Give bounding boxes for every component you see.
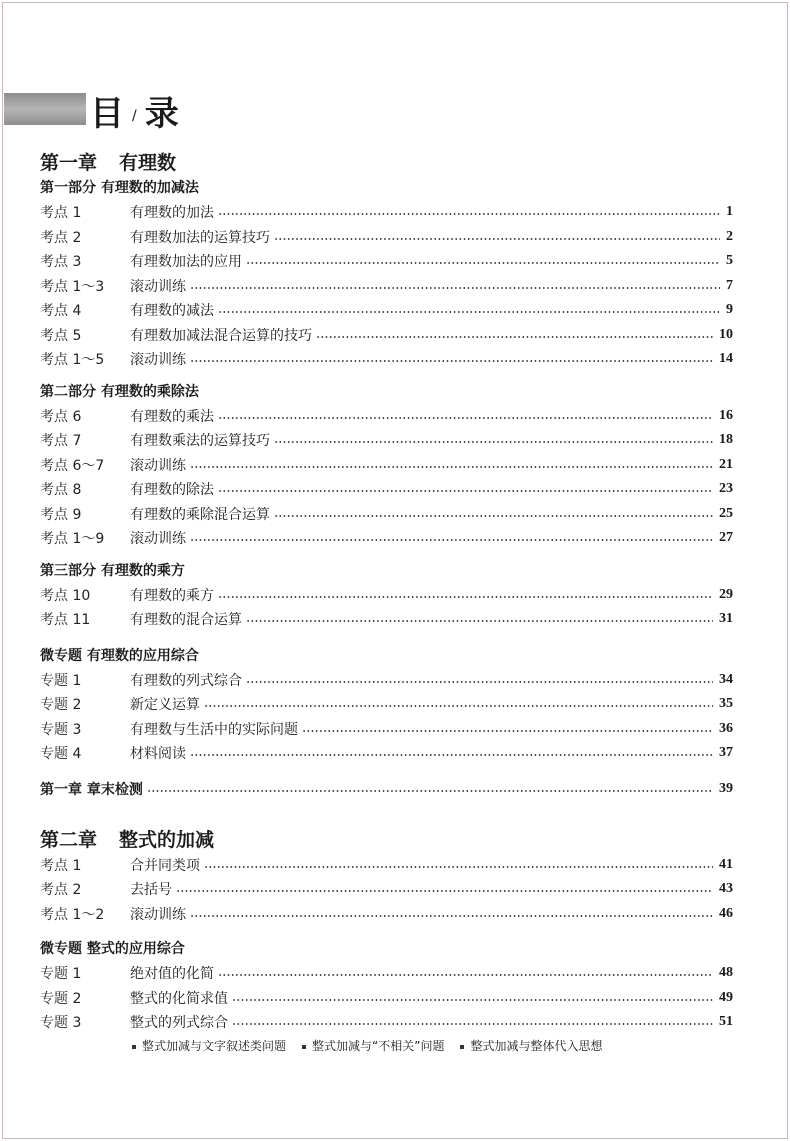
entry-label: 考点 10 xyxy=(40,587,91,604)
entry-page: 21 xyxy=(719,456,733,472)
entry-label: 考点 11 xyxy=(40,612,91,629)
toc-entry[interactable] xyxy=(40,902,733,927)
dot-leader xyxy=(204,705,713,707)
entry-page: 48 xyxy=(719,965,733,981)
toc-entry[interactable] xyxy=(40,961,733,986)
toc-entry[interactable] xyxy=(40,404,733,429)
entry-title: 有理数与生活中的实际问题 xyxy=(130,721,298,738)
entry-label: 专题 3 xyxy=(40,721,82,738)
entry-title: 有理数加减法混合运算的技巧 xyxy=(130,327,312,344)
toc-entry[interactable] xyxy=(40,428,733,453)
entry-title: 去括号 xyxy=(130,882,172,899)
chapter-name: 整式的加减 xyxy=(119,828,215,851)
dot-leader xyxy=(190,287,720,289)
entry-page: 29 xyxy=(719,586,733,602)
entry-page: 41 xyxy=(719,856,733,872)
toc-entry[interactable] xyxy=(40,453,733,478)
entry-title: 新定义运算 xyxy=(130,697,200,714)
toc-entry[interactable] xyxy=(40,298,733,323)
dot-leader xyxy=(274,441,713,443)
toc-entry[interactable] xyxy=(40,225,733,250)
entry-page: 1 xyxy=(726,204,733,220)
dot-leader xyxy=(176,890,713,892)
dot-leader xyxy=(147,790,713,792)
entry-page: 7 xyxy=(726,277,733,293)
entry-label: 考点 2 xyxy=(40,882,82,899)
entry-label: 考点 1～5 xyxy=(40,352,105,369)
entry-page: 2 xyxy=(726,228,733,244)
dot-leader xyxy=(232,999,713,1001)
chapter-test-entry[interactable] xyxy=(40,777,733,801)
section-heading: 微专题 整式的应用综合 xyxy=(40,941,185,957)
entry-title: 绝对值的化简 xyxy=(130,966,214,983)
toc-entry[interactable] xyxy=(40,583,733,608)
topic-notes xyxy=(40,1035,733,1057)
entry-label: 考点 6～7 xyxy=(40,457,105,474)
topic-note: 整式加减与整体代入思想 xyxy=(460,1037,602,1054)
topic-note: 整式加减与“不相关”问题 xyxy=(302,1037,444,1054)
dot-leader xyxy=(190,754,713,756)
dot-leader xyxy=(246,681,713,683)
toc-entry[interactable] xyxy=(40,249,733,274)
entry-title: 有理数加法的运算技巧 xyxy=(130,229,270,246)
entry-label: 专题 2 xyxy=(40,990,82,1007)
entry-page: 25 xyxy=(719,505,733,521)
entry-label: 考点 2 xyxy=(40,229,82,246)
dot-leader xyxy=(218,596,713,598)
page-title xyxy=(90,86,181,135)
dot-leader xyxy=(218,311,720,313)
entry-label: 考点 6 xyxy=(40,408,82,425)
title-decoration-bar xyxy=(4,93,86,125)
entry-page: 34 xyxy=(719,671,733,687)
toc-entry[interactable] xyxy=(40,607,733,632)
entry-label: 专题 4 xyxy=(40,746,82,763)
dot-leader xyxy=(218,490,713,492)
chapter-name: 有理数 xyxy=(119,152,177,174)
entry-label: 考点 7 xyxy=(40,433,82,450)
entry-label: 考点 9 xyxy=(40,506,82,523)
toc-entry[interactable] xyxy=(40,668,733,693)
entry-label: 专题 1 xyxy=(40,966,82,983)
dot-leader xyxy=(274,238,720,240)
entry-title: 滚动训练 xyxy=(130,352,186,369)
entry-page: 36 xyxy=(719,720,733,736)
entry-label: 考点 3 xyxy=(40,254,82,271)
entry-label: 专题 2 xyxy=(40,697,82,714)
entry-label: 考点 8 xyxy=(40,482,82,499)
dot-leader xyxy=(316,336,713,338)
dot-leader xyxy=(274,515,713,517)
entry-page: 43 xyxy=(719,881,733,897)
entry-title: 滚动训练 xyxy=(130,457,186,474)
section-heading: 第三部分 有理数的乘方 xyxy=(40,562,185,579)
entry-title: 整式的化简求值 xyxy=(130,990,228,1007)
toc-entry[interactable] xyxy=(40,323,733,348)
title-char-1: 目 xyxy=(90,94,126,134)
toc-entry[interactable] xyxy=(40,692,733,717)
entry-page: 16 xyxy=(719,407,733,423)
entry-title: 材料阅读 xyxy=(130,746,186,763)
toc-entry[interactable] xyxy=(40,717,733,742)
entry-label: 考点 4 xyxy=(40,303,82,320)
entry-page: 39 xyxy=(719,780,733,796)
toc-entry[interactable] xyxy=(40,477,733,502)
entry-title: 合并同类项 xyxy=(130,857,200,874)
title-char-2: 录 xyxy=(144,94,181,134)
entry-page: 5 xyxy=(726,253,733,269)
topic-note: 整式加减与文字叙述类问题 xyxy=(132,1037,286,1054)
entry-title: 滚动训练 xyxy=(130,906,186,923)
chapter-heading xyxy=(40,827,733,853)
entry-label: 考点 1 xyxy=(40,857,82,874)
dot-leader xyxy=(204,866,713,868)
dot-leader xyxy=(190,466,713,468)
entry-label: 考点 1 xyxy=(40,205,82,222)
dot-leader xyxy=(218,417,713,419)
entry-label: 考点 5 xyxy=(40,327,82,344)
entry-page: 35 xyxy=(719,696,733,712)
entry-page: 37 xyxy=(719,745,733,761)
entry-title: 有理数的乘法 xyxy=(130,408,214,425)
entry-title: 滚动训练 xyxy=(130,278,186,295)
toc-entry[interactable] xyxy=(40,274,733,299)
chapter-number: 第二章 xyxy=(40,828,98,851)
toc-entry[interactable] xyxy=(40,200,733,225)
entry-page: 18 xyxy=(719,432,733,448)
entry-label: 专题 1 xyxy=(40,672,82,689)
toc-entry[interactable] xyxy=(40,877,733,902)
entry-label: 考点 1～2 xyxy=(40,906,105,923)
toc-entry[interactable] xyxy=(40,347,733,372)
entry-page: 51 xyxy=(719,1014,733,1030)
dot-leader xyxy=(190,539,713,541)
entry-title: 第一章 章末检测 xyxy=(40,781,143,798)
entry-label: 专题 3 xyxy=(40,1015,82,1032)
chapter-number: 第一章 xyxy=(40,152,98,174)
dot-leader xyxy=(246,620,713,622)
entry-title: 有理数的乘除混合运算 xyxy=(130,506,270,523)
toc-entry[interactable] xyxy=(40,853,733,878)
dot-leader xyxy=(190,915,713,917)
entry-page: 9 xyxy=(726,302,733,318)
section-heading: 第二部分 有理数的乘除法 xyxy=(40,383,199,400)
entry-title: 有理数加法的应用 xyxy=(130,254,242,271)
entry-page: 10 xyxy=(719,326,733,342)
entry-page: 27 xyxy=(719,530,733,546)
table-of-contents xyxy=(40,150,733,1057)
entry-title: 有理数的乘方 xyxy=(130,587,214,604)
dot-leader xyxy=(218,213,720,215)
title-slash: / xyxy=(132,107,139,124)
dot-leader xyxy=(232,1023,713,1025)
entry-label: 考点 1～3 xyxy=(40,278,105,295)
dot-leader xyxy=(190,360,713,362)
entry-title: 有理数的列式综合 xyxy=(130,672,242,689)
entry-page: 14 xyxy=(719,351,733,367)
entry-title: 有理数的混合运算 xyxy=(130,612,242,629)
entry-page: 23 xyxy=(719,481,733,497)
entry-title: 有理数的加法 xyxy=(130,205,214,222)
toc-entry[interactable] xyxy=(40,526,733,551)
entry-title: 整式的列式综合 xyxy=(130,1015,228,1032)
entry-page: 46 xyxy=(719,905,733,921)
toc-entry[interactable] xyxy=(40,986,733,1011)
toc-entry[interactable] xyxy=(40,1010,733,1035)
dot-leader xyxy=(302,730,713,732)
entry-title: 滚动训练 xyxy=(130,531,186,548)
dot-leader xyxy=(218,974,713,976)
entry-title: 有理数的除法 xyxy=(130,482,214,499)
chapter-heading xyxy=(40,150,733,176)
entry-page: 31 xyxy=(719,611,733,627)
dot-leader xyxy=(246,262,720,264)
toc-entry[interactable] xyxy=(40,741,733,766)
entry-title: 有理数乘法的运算技巧 xyxy=(130,433,270,450)
entry-title: 有理数的减法 xyxy=(130,303,214,320)
section-heading: 微专题 有理数的应用综合 xyxy=(40,647,199,664)
entry-label: 考点 1～9 xyxy=(40,531,105,548)
section-heading: 第一部分 有理数的加减法 xyxy=(40,180,199,196)
entry-page: 49 xyxy=(719,989,733,1005)
toc-entry[interactable] xyxy=(40,502,733,527)
